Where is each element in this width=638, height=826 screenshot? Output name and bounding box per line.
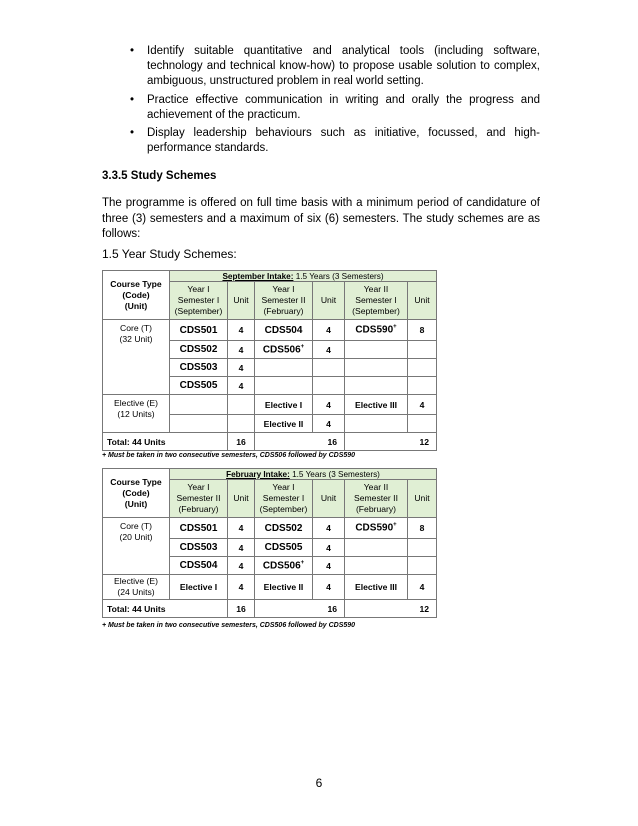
intake-title: February Intake: 1.5 Years (3 Semesters) bbox=[170, 469, 437, 480]
unit-value: 4 bbox=[228, 518, 255, 539]
course-code: CDS502 bbox=[170, 341, 228, 359]
column-header: Year I Semester I (September) bbox=[170, 282, 228, 320]
course-code: CDS590+ bbox=[345, 320, 408, 341]
bullet-item bbox=[130, 126, 540, 156]
total-value: 16 bbox=[228, 600, 255, 618]
course-code: Elective I bbox=[170, 575, 228, 600]
unit-value bbox=[313, 359, 345, 377]
unit-value: 4 bbox=[313, 518, 345, 539]
unit-value bbox=[408, 557, 437, 575]
total-label: Total: 44 Units bbox=[103, 433, 228, 451]
unit-value: 4 bbox=[313, 557, 345, 575]
course-code: CDS501 bbox=[170, 518, 228, 539]
table-row bbox=[103, 320, 437, 341]
page-number: 6 bbox=[315, 776, 323, 790]
unit-value: 4 bbox=[228, 575, 255, 600]
course-code: CDS501 bbox=[170, 320, 228, 341]
total-row bbox=[103, 433, 437, 451]
column-header: Unit bbox=[313, 282, 345, 320]
unit-value: 4 bbox=[408, 395, 437, 415]
unit-value bbox=[408, 415, 437, 433]
course-code bbox=[170, 395, 228, 415]
course-code: Elective III bbox=[345, 575, 408, 600]
total-label: Total: 44 Units bbox=[103, 600, 228, 618]
unit-value: 8 bbox=[408, 320, 437, 341]
table-row bbox=[103, 518, 437, 539]
objective-bullet-list bbox=[130, 44, 540, 159]
column-header: Year II Semester I (September) bbox=[345, 282, 408, 320]
column-header: Unit bbox=[408, 282, 437, 320]
bullet-item bbox=[130, 44, 540, 90]
unit-value: 4 bbox=[228, 341, 255, 359]
bullet-text: Display leadership behaviours such as initiative, focussed, and high-performance standards. bbox=[147, 127, 540, 155]
total-value: 16 bbox=[228, 433, 255, 451]
unit-value: 4 bbox=[228, 359, 255, 377]
column-header: Year I Semester II (February) bbox=[255, 282, 313, 320]
course-code: Elective III bbox=[345, 395, 408, 415]
course-code bbox=[255, 377, 313, 395]
column-header: Unit bbox=[313, 480, 345, 518]
unit-value: 4 bbox=[313, 395, 345, 415]
unit-value bbox=[408, 377, 437, 395]
course-code: CDS505 bbox=[255, 539, 313, 557]
unit-value: 4 bbox=[313, 341, 345, 359]
unit-value bbox=[228, 415, 255, 433]
bullet-icon: • bbox=[130, 93, 135, 106]
unit-value: 4 bbox=[228, 320, 255, 341]
course-code: Elective I bbox=[255, 395, 313, 415]
course-code bbox=[170, 415, 228, 433]
course-code: CDS504 bbox=[255, 320, 313, 341]
unit-value: 4 bbox=[228, 539, 255, 557]
column-header: Unit bbox=[408, 480, 437, 518]
intro-paragraph: The programme is offered on full time basis with a minimum period of candidature of three (3) semesters and a maximum of six (6) semesters. The study schemes are as follows: bbox=[102, 197, 540, 240]
course-code: CDS506+ bbox=[255, 341, 313, 359]
course-code bbox=[345, 415, 408, 433]
course-code bbox=[345, 539, 408, 557]
unit-value bbox=[408, 341, 437, 359]
total-row bbox=[103, 600, 437, 618]
total-value: 16 bbox=[255, 433, 345, 451]
course-code bbox=[345, 557, 408, 575]
bullet-item bbox=[130, 93, 540, 123]
unit-value bbox=[408, 359, 437, 377]
total-value: 12 bbox=[345, 433, 437, 451]
course-type-cell: Elective (E) (24 Units) bbox=[103, 575, 170, 600]
unit-value bbox=[408, 539, 437, 557]
bullet-text: Identify suitable quantitative and analytical tools (including software, technology and technical know-how) to propose usable solution to complex, ambiguous, unstructured problem in real world setting. bbox=[147, 45, 540, 88]
course-type-cell: Core (T) (20 Unit) bbox=[103, 518, 170, 575]
unit-value: 4 bbox=[228, 377, 255, 395]
unit-value bbox=[313, 377, 345, 395]
course-type-cell: Elective (E) (12 Units) bbox=[103, 395, 170, 433]
unit-value: 4 bbox=[313, 539, 345, 557]
unit-value: 4 bbox=[313, 575, 345, 600]
course-code bbox=[345, 377, 408, 395]
course-code: CDS504 bbox=[170, 557, 228, 575]
section-heading: 3.3.5 Study Schemes bbox=[102, 170, 217, 182]
course-code: CDS503 bbox=[170, 539, 228, 557]
course-code: CDS505 bbox=[170, 377, 228, 395]
column-header: Unit bbox=[228, 480, 255, 518]
unit-value: 4 bbox=[228, 557, 255, 575]
column-header: Year I Semester I (September) bbox=[255, 480, 313, 518]
course-type-header: Course Type (Code) (Unit) bbox=[103, 271, 170, 320]
unit-value: 4 bbox=[313, 320, 345, 341]
unit-value bbox=[228, 395, 255, 415]
bullet-icon: • bbox=[130, 127, 135, 140]
column-header: Year II Semester II (February) bbox=[345, 480, 408, 518]
table-row bbox=[103, 395, 437, 415]
course-type-cell: Core (T) (32 Unit) bbox=[103, 320, 170, 395]
course-code bbox=[255, 359, 313, 377]
column-header: Year I Semester II (February) bbox=[170, 480, 228, 518]
total-value: 16 bbox=[255, 600, 345, 618]
course-code bbox=[345, 341, 408, 359]
column-header: Unit bbox=[228, 282, 255, 320]
course-code: CDS590+ bbox=[345, 518, 408, 539]
february-intake-table bbox=[102, 468, 437, 618]
course-code: Elective II bbox=[255, 415, 313, 433]
table-footnote: + Must be taken in two consecutive semesters, CDS506 followed by CDS590 bbox=[102, 452, 356, 459]
bullet-icon: • bbox=[130, 45, 135, 57]
course-code: CDS503 bbox=[170, 359, 228, 377]
bullet-text: Practice effective communication in writing and orally the progress and achievement of the practicum. bbox=[147, 93, 540, 121]
total-value: 12 bbox=[345, 600, 437, 618]
course-code bbox=[345, 359, 408, 377]
unit-value: 4 bbox=[313, 415, 345, 433]
unit-value: 8 bbox=[408, 518, 437, 539]
september-intake-table bbox=[102, 270, 437, 451]
unit-value: 4 bbox=[408, 575, 437, 600]
intake-title: September Intake: 1.5 Years (3 Semesters) bbox=[170, 271, 437, 282]
course-type-header: Course Type (Code) (Unit) bbox=[103, 469, 170, 518]
course-code: Elective II bbox=[255, 575, 313, 600]
course-code: CDS506+ bbox=[255, 557, 313, 575]
table-footnote: + Must be taken in two consecutive semesters, CDS506 followed by CDS590 bbox=[102, 622, 356, 629]
table-row bbox=[103, 575, 437, 600]
study-scheme-subheading: 1.5 Year Study Schemes: bbox=[102, 247, 237, 261]
course-code: CDS502 bbox=[255, 518, 313, 539]
